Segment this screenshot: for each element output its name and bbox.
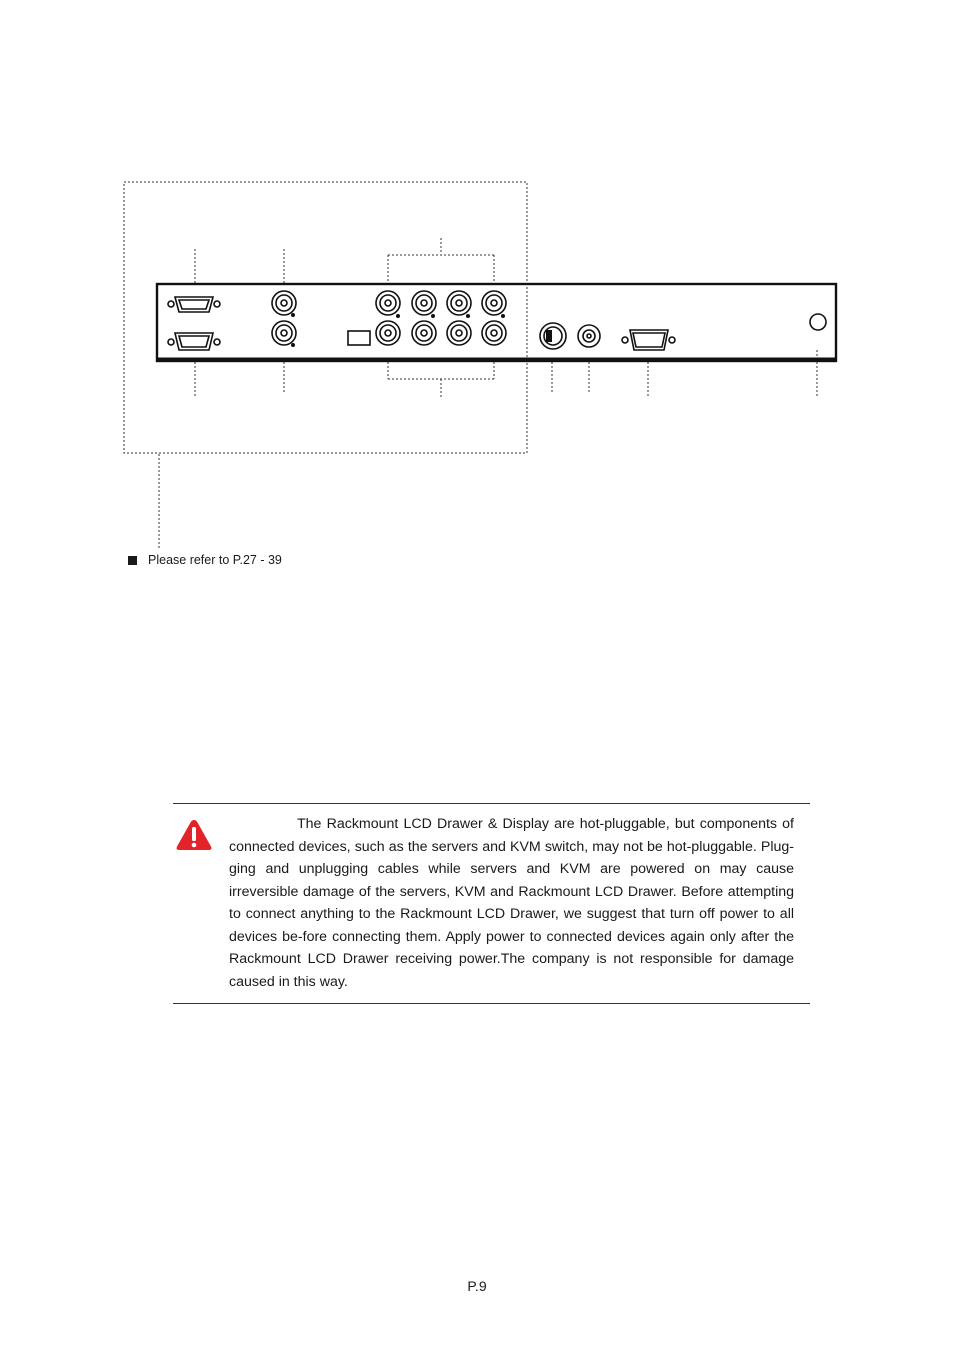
dc-jack xyxy=(578,325,600,347)
top-rule xyxy=(173,803,810,804)
vga-connector xyxy=(622,330,675,350)
reference-note xyxy=(128,553,282,567)
callout-box xyxy=(124,182,527,453)
bullet-square-icon xyxy=(128,556,137,565)
dsub-connector-bottom xyxy=(168,333,220,350)
ps2-connector xyxy=(540,323,566,349)
warning-triangle-icon xyxy=(175,818,213,852)
bnc-connector-bottom xyxy=(272,321,296,345)
reference-note-text: Please refer to P.27 - 39 xyxy=(148,553,282,567)
warning-text: The Rackmount LCD Drawer & Display are hot-pluggable, but components of connected devices, such as the servers and KVM switch, may not be hot-pluggable. Plug-ging and unplugging cables while servers and KVM are powered on may cause irreversible damage of the servers, KVM and Rackmount LCD Drawer. Before attempting to connect anything to the Rackmount LCD Drawer, we suggest that turn off power to all devices be-fore connecting them. Apply power to connected devices again only after the Rackmount LCD Drawer receiving power.The company is not responsible for damage caused in this way. xyxy=(229,816,794,990)
switch xyxy=(348,331,370,345)
page-number: P.9 xyxy=(467,1278,487,1294)
bnc-connector-top xyxy=(272,291,296,315)
bnc-group xyxy=(376,291,506,345)
bottom-rule xyxy=(173,1003,810,1004)
ground-screw xyxy=(810,314,826,330)
dsub-connector-top xyxy=(168,297,220,312)
rear-panel-diagram xyxy=(0,0,954,600)
